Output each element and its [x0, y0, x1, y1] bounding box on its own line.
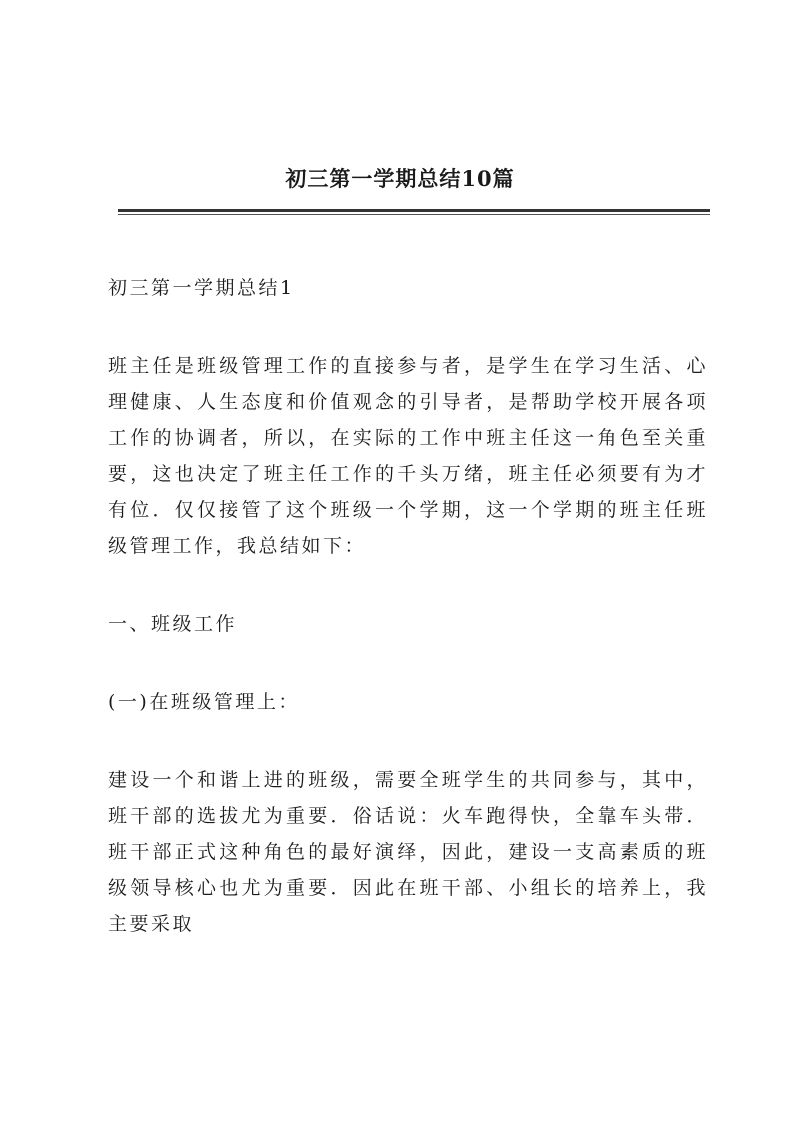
heading-class-work: 一、班级工作	[108, 613, 238, 635]
section-heading: 初三第一学期总结1	[108, 277, 295, 299]
subheading-management: (一)在班级管理上：	[108, 691, 300, 713]
title-divider	[118, 209, 710, 215]
paragraph: 班主任是班级管理工作的直接参与者，是学生在学习生活、心理健康、人生态度和价值观念的引导者，是帮助学校开展各项工作的协调者，所以，在实际的工作中班主任这一角色至关重要，这也决定了班主任工作的千头万绪，班主任必须要有为才有位．仅仅接管了这个班级一个学期，这一个学期的班主任班级管理工作，我总结如下：	[108, 355, 708, 557]
document-title: 初三第一学期总结10篇	[285, 166, 515, 191]
document-body	[108, 270, 708, 984]
paragraph: 建设一个和谐上进的班级，需要全班学生的共同参与，其中，班干部的选拔尤为重要．俗话说：火车跑得快，全靠车头带．班干部正式这种角色的最好演绎，因此，建设一支高素质的班级领导核心也尤为重要．因此在班干部、小组长的培养上，我主要采取	[108, 769, 708, 935]
